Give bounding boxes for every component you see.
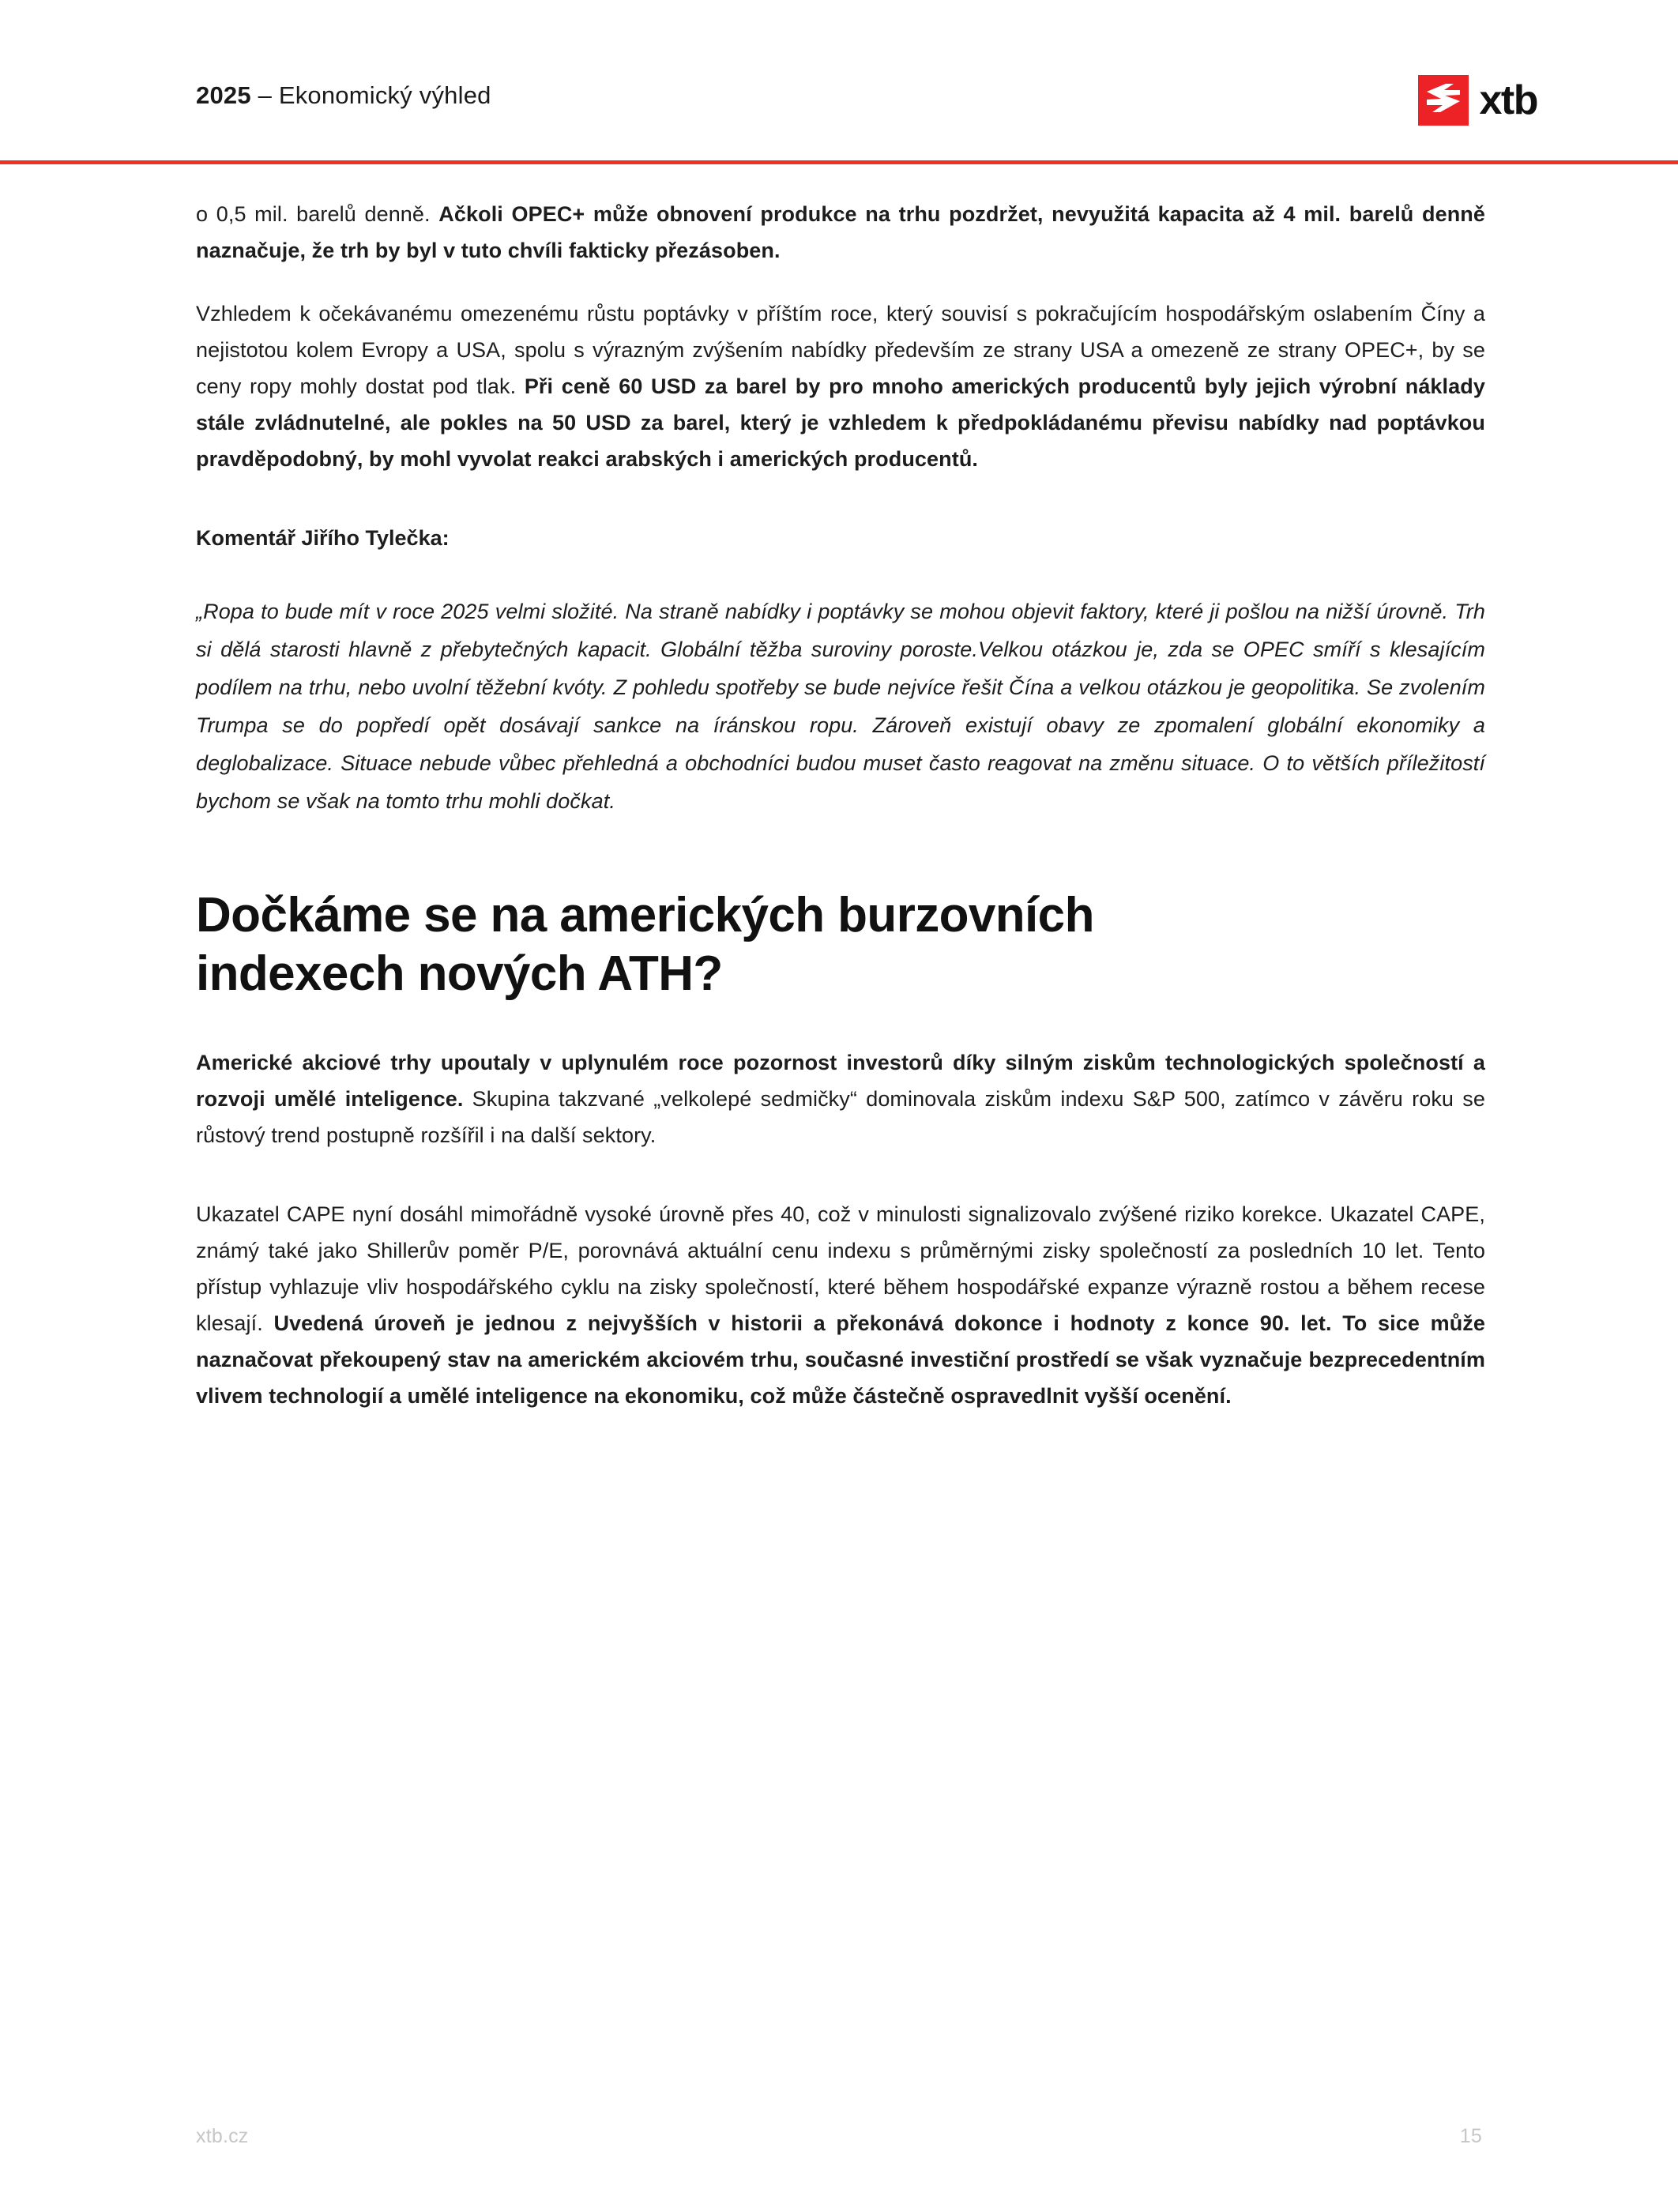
paragraph-us-equities-bold: Americké akciové trhy upoutaly v uplynulém roce pozornost investorů díky silným ziskům technologických společností a rozvoji umělé inteligence. [196,1051,1485,1111]
header-year: 2025 [196,81,251,109]
page-footer [0,2086,1678,2212]
header-divider-rule [0,160,1678,164]
paragraph-oil-capacity-lead: o 0,5 mil. barelů denně. [196,202,439,226]
paragraph-cape-regular: Ukazatel CAPE nyní dosáhl mimořádně vysoké úrovně přes 40, což v minulosti signalizovalo zvýšené riziko korekce. Ukazatel CAPE, známý také jako Shillerův poměr P/E, porovnává aktuální cenu indexu s průměrnými zisky společností za posledních 10 let. Tento přístup vyhlazuje vliv hospodářského cyklu na zisky společností, které během hospodářské expanze výrazně rostou a během recese klesají. [196,1202,1485,1335]
header-separator: – [250,81,279,109]
footer-site-link[interactable]: xtb.cz [196,2125,249,2147]
xtb-logo [1418,75,1538,126]
commentary-label: Komentář Jiřího Tylečka: [196,526,450,550]
spacer [196,1180,1485,1196]
paragraph-cape-indicator [196,1196,1485,1414]
section-heading-ath: Dočkáme se na amerických burzovních indexech nových ATH? [196,888,1094,1001]
paragraph-demand-outlook-bold: Při ceně 60 USD za barel by pro mnoho amerických producentů byly jejich výrobní náklady stále zvládnutelné, ale pokles na 50 USD za barel, který je vzhledem k předpokládanému převisu nabídky nad poptávkou pravděpodobný, by mohl vyvolat reakci arabských i amerických producentů. [196,374,1485,471]
paragraph-oil-capacity-bold: Ačkoli OPEC+ může obnovení produkce na trhu pozdržet, nevyužitá kapacita až 4 mil. barelů denně naznačuje, že trh by byl v tuto chvíli fakticky přezásoben. [196,202,1486,262]
xtb-arrow-icon [1418,75,1469,126]
document-body [196,196,1485,1414]
header-title [196,80,491,111]
paragraph-demand-outlook [196,295,1485,477]
header-subtitle: Ekonomický výhled [278,81,491,109]
spacer [196,504,1485,520]
xtb-wordmark: xtb [1479,77,1537,123]
paragraph-us-equities-regular: Skupina takzvané „velkolepé sedmičky“ dominovala ziskům indexu S&P 500, zatímco v závěru roku se růstový trend postupně rozšířil i na další sektory. [196,1087,1485,1147]
paragraph-us-equities [196,1044,1485,1153]
page-header [0,0,1678,162]
commentary-quote: „Ropa to bude mít v roce 2025 velmi složité. Na straně nabídky i poptávky se mohou objevit faktory, které ji pošlou na nižší úrovně. Trh si dělá starosti hlavně z přebytečných kapacit. Globální těžba suroviny poroste.Velkou otázkou je, zda se OPEC smíří s klesajícím podílem na trhu, nebo uvolní těžební kvóty. Z pohledu spotřeby se bude nejvíce řešit Čína a velkou otázkou je geopolitika. Se zvolením Trumpa se do popředí opět dosávají sankce na íránskou ropu. Zároveň existují obavy ze zpomalení globální ekonomiky a deglobalizace. Situace nebude vůbec přehledná a obchodníci budou muset často reagovat na změnu situace. O to větších příležitostí bychom se však na tomto trhu mohli dočkat. [196,600,1485,813]
paragraph-cape-bold: Uvedená úroveň je jednou z nejvyšších v historii a překonává dokonce i hodnoty z konce 90. let. To sice může naznačovat překoupený stav na americkém akciovém trhu, současné investiční prostředí se však vyznačuje bezprecedentním vlivem technologií a umělé inteligence na ekonomiku, což může částečně ospravedlnit vyšší ocenění. [196,1311,1485,1408]
paragraph-demand-outlook-regular: Vzhledem k očekávanému omezenému růstu poptávky v příštím roce, který souvisí s pokračujícím hospodářským oslabením Číny a nejistotou kolem Evropy a USA, spolu s výrazným zvýšením nabídky především ze strany USA a omezeně ze strany OPEC+, by se ceny ropy mohly dostat pod tlak. [196,302,1485,398]
footer-page-number: 15 [1459,2125,1482,2147]
paragraph-oil-capacity [196,196,1485,269]
